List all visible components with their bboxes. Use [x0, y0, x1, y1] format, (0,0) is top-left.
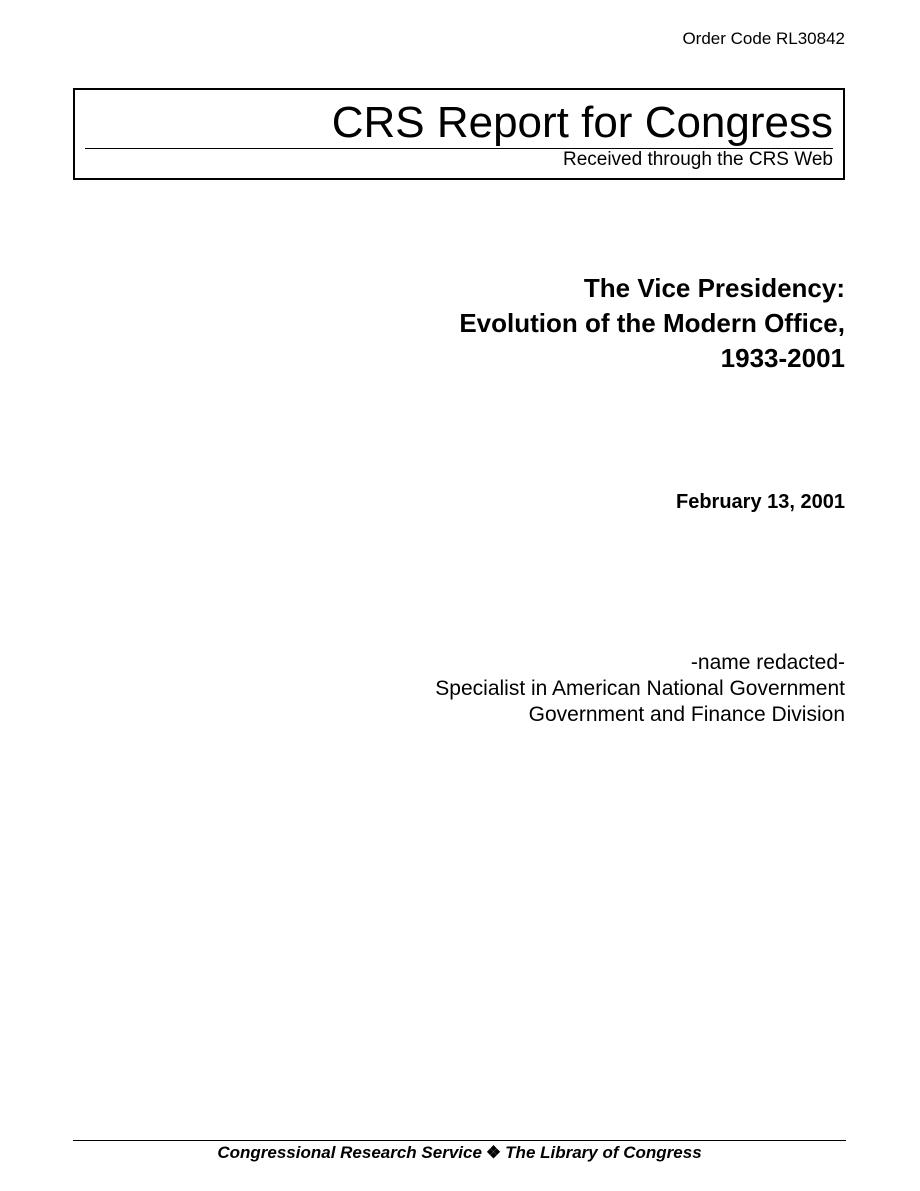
order-code: Order Code RL30842 — [682, 29, 845, 48]
footer-organization: Congressional Research Service — [217, 1143, 482, 1162]
footer-divider — [73, 1140, 846, 1141]
document-title — [459, 271, 845, 376]
report-subtitle: Received through the CRS Web — [562, 149, 833, 170]
document-title-line: Evolution of the Modern Office, — [459, 308, 845, 338]
author-position: Specialist in American National Government — [435, 677, 845, 700]
document-title-line: 1933-2001 — [720, 343, 845, 373]
document-title-line: The Vice Presidency: — [583, 273, 845, 303]
diamond-separator-icon: ❖ — [485, 1143, 502, 1162]
author-name: -name redacted- — [690, 651, 845, 674]
footer — [73, 1142, 846, 1164]
report-banner — [73, 88, 845, 180]
author-division: Government and Finance Division — [528, 703, 845, 726]
report-title: CRS Report for Congress — [331, 98, 833, 147]
document-date: February 13, 2001 — [676, 491, 845, 513]
footer-library: The Library of Congress — [505, 1143, 702, 1162]
author-block — [435, 650, 845, 728]
